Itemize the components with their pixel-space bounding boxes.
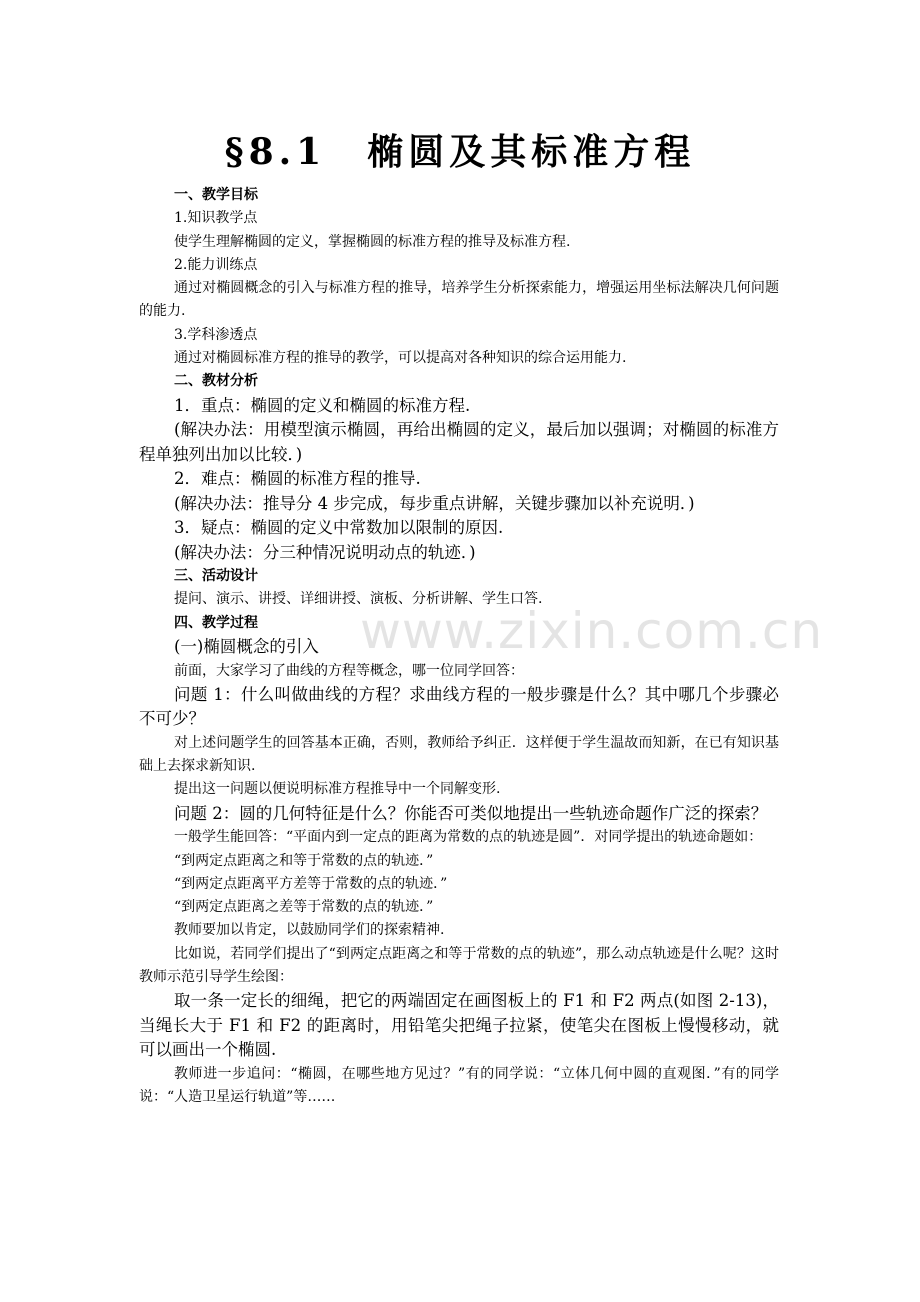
paragraph: 提问、演示、讲授、详细讲授、演板、分析讲解、学生口答.: [174, 591, 543, 608]
doubt-point-note: (解决办法：分三种情况说明动点的轨迹．): [174, 542, 476, 562]
question-2: 问题 2：圆的几何特征是什么？你能否可类似地提出一些轨迹命题作广泛的探索？: [174, 803, 768, 823]
difficult-point: 2．难点：椭圆的标准方程的推导.: [174, 469, 421, 489]
paragraph: 前面，大家学习了曲线的方程等概念，哪一位同学回答：: [174, 662, 524, 679]
subheading-knowledge: 1.知识教学点: [174, 210, 258, 227]
subheading-subject: 3.学科渗透点: [174, 326, 258, 343]
section-heading-analysis: 二、教材分析: [174, 373, 258, 390]
section-heading-objectives: 一、教学目标: [174, 187, 258, 203]
doubt-point: 3．疑点：椭圆的定义中常数加以限制的原因.: [174, 518, 504, 538]
paragraph: 教师要加以肯定，以鼓励同学们的探索精神.: [174, 922, 445, 939]
key-point-note: (解决办法：用模型演示椭圆，再给出椭圆的定义，最后加以强调；对椭圆的标准方程单独列出加以比较．): [139, 420, 779, 464]
difficult-point-note: (解决办法：推导分 4 步完成，每步重点讲解，关键步骤加以补充说明．): [174, 493, 695, 513]
section-heading-process: 四、教学过程: [174, 614, 258, 631]
question-1: 问题 1：什么叫做曲线的方程？求曲线方程的一般步骤是什么？其中哪几个步骤必不可少？: [139, 684, 779, 729]
paragraph: 一般学生能回答：“平面内到一定点的距离为常数的点的轨迹是圆”．对同学提出的轨迹命题如：: [174, 829, 763, 846]
paragraph: 使学生理解椭圆的定义，掌握椭圆的标准方程的推导及标准方程.: [174, 233, 571, 250]
section-heading-activities: 三、活动设计: [174, 568, 258, 585]
paragraph: 通过对椭圆概念的引入与标准方程的推导，培养学生分析探索能力，增强运用坐标法解决几何问题的能力.: [139, 280, 779, 320]
quote-2: “到两定点距离平方差等于常数的点的轨迹．”: [174, 875, 448, 892]
subheading-intro: (一)椭圆概念的引入: [174, 637, 319, 657]
document-body: [139, 184, 779, 1109]
subheading-ability: 2.能力训练点: [174, 256, 258, 273]
paragraph: 比如说，若同学们提出了“到两定点距离之和等于常数的点的轨迹”，那么动点轨迹是什么呢？这时教师示范引导学生绘图：: [139, 945, 779, 986]
paragraph: 提出这一问题以便说明标准方程推导中一个同解变形.: [174, 781, 501, 798]
paragraph: 通过对椭圆标准方程的推导的教学，可以提高对各种知识的综合运用能力.: [174, 350, 627, 367]
quote-3: “到两定点距离之差等于常数的点的轨迹．”: [174, 899, 434, 916]
page-title: §8.1 椭圆及其标准方程: [224, 131, 696, 173]
paragraph: 教师进一步追问：“椭圆，在哪些地方见过？”有的同学说：“立体几何中圆的直观图．”有的同学说：“人造卫星运行轨道”等……: [139, 1065, 779, 1106]
paragraph-drawing: 取一条一定长的细绳，把它的两端固定在画图板上的 F1 和 F2 两点(如图 2-13)，当绳长大于 F1 和 F2 的距离时，用铅笔尖把绳子拉紧，使笔尖在图板上慢慢移动，就可以画出一个椭圆.: [139, 991, 779, 1060]
key-point: 1．重点：椭圆的定义和椭圆的标准方程.: [174, 395, 471, 415]
watermark: www.zixin.com.cn: [360, 602, 824, 660]
quote-1: “到两定点距离之和等于常数的点的轨迹．”: [174, 852, 434, 869]
paragraph: 对上述问题学生的回答基本正确，否则，教师给予纠正．这样便于学生温故而知新，在已有知识基础上去探求新知识.: [139, 734, 779, 775]
